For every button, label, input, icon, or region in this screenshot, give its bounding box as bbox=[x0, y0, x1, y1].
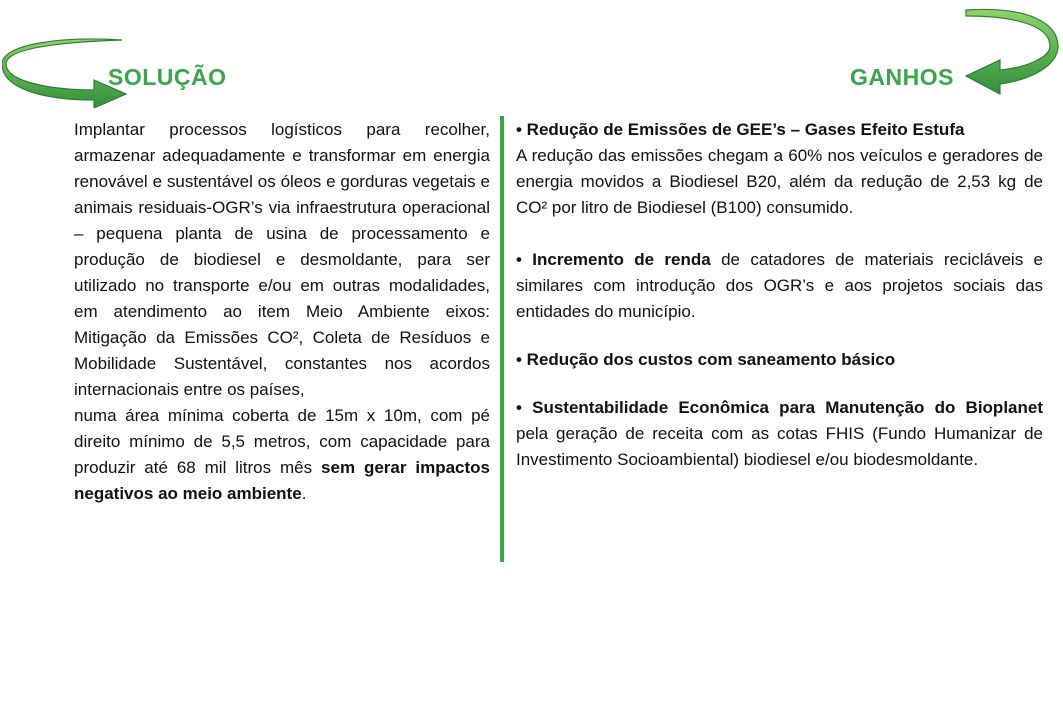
ganhos-item2-body: de catadores de materiais recicláveis e similares com introdução dos OGR’s e aos projetos sociais das entidades do município. bbox=[516, 250, 1043, 321]
ganhos-item1-body: A redução das emissões chegam a 60% nos veículos e geradores de energia movidos a Biodiesel B20, além da redução de 2,53 kg de CO² por litro de Biodiesel (B100) consumido. bbox=[516, 146, 1043, 217]
ganhos-item4-bold: • Sustentabilidade Econômica para Manutenção do Bioplanet bbox=[516, 398, 1043, 417]
ganhos-item2 bbox=[516, 247, 1043, 325]
column-divider bbox=[500, 116, 504, 562]
ganhos-text-block bbox=[516, 117, 1043, 473]
solucao-paragraph-second bbox=[74, 403, 490, 507]
solucao-text-block bbox=[74, 117, 490, 507]
solucao-paragraph-main: Implantar processos logísticos para recolher, armazenar adequadamente e transformar em energia renovável e sustentável os óleos e gorduras vegetais e animais residuais-OGR’s via infraestrutura operacional – pequena planta de usina de processamento e produção de biodiesel e desmoldante, para ser utilizado no transporte e/ou em outras modalidades, em atendimento ao item Meio Ambiente eixos: Mitigação da Emissões CO², Coleta de Resíduos e Mobilidade Sustentável, constantes nos acordos internacionais entre os países, bbox=[74, 120, 490, 399]
ganhos-item1-title: • Redução de Emissões de GEE’s – Gases Efeito Estufa bbox=[516, 120, 965, 139]
ganhos-item3-title: • Redução dos custos com saneamento básico bbox=[516, 350, 896, 369]
solucao-text-end: . bbox=[301, 484, 307, 503]
ganhos-item4-body: pela geração de receita com as cotas FHIS (Fundo Humanizar de Investimento Socioambiental) biodiesel e/ou biodesmoldante. bbox=[516, 424, 1043, 469]
ganhos-item4 bbox=[516, 395, 1043, 473]
solucao-text-second: numa área mínima coberta de 15m x 10m, com pé direito mínimo de 5,5 metros, com capacidade para produzir até 68 mil litros mês bbox=[74, 406, 490, 477]
solucao-text-bold: sem gerar impactos negativos ao meio ambiente bbox=[74, 458, 490, 503]
ganhos-item2-bold: • Incremento de renda bbox=[516, 250, 711, 269]
curved-arrow-left-icon bbox=[960, 6, 1060, 106]
solucao-heading: SOLUÇÃO bbox=[108, 64, 227, 90]
ganhos-heading: GANHOS bbox=[850, 64, 954, 90]
